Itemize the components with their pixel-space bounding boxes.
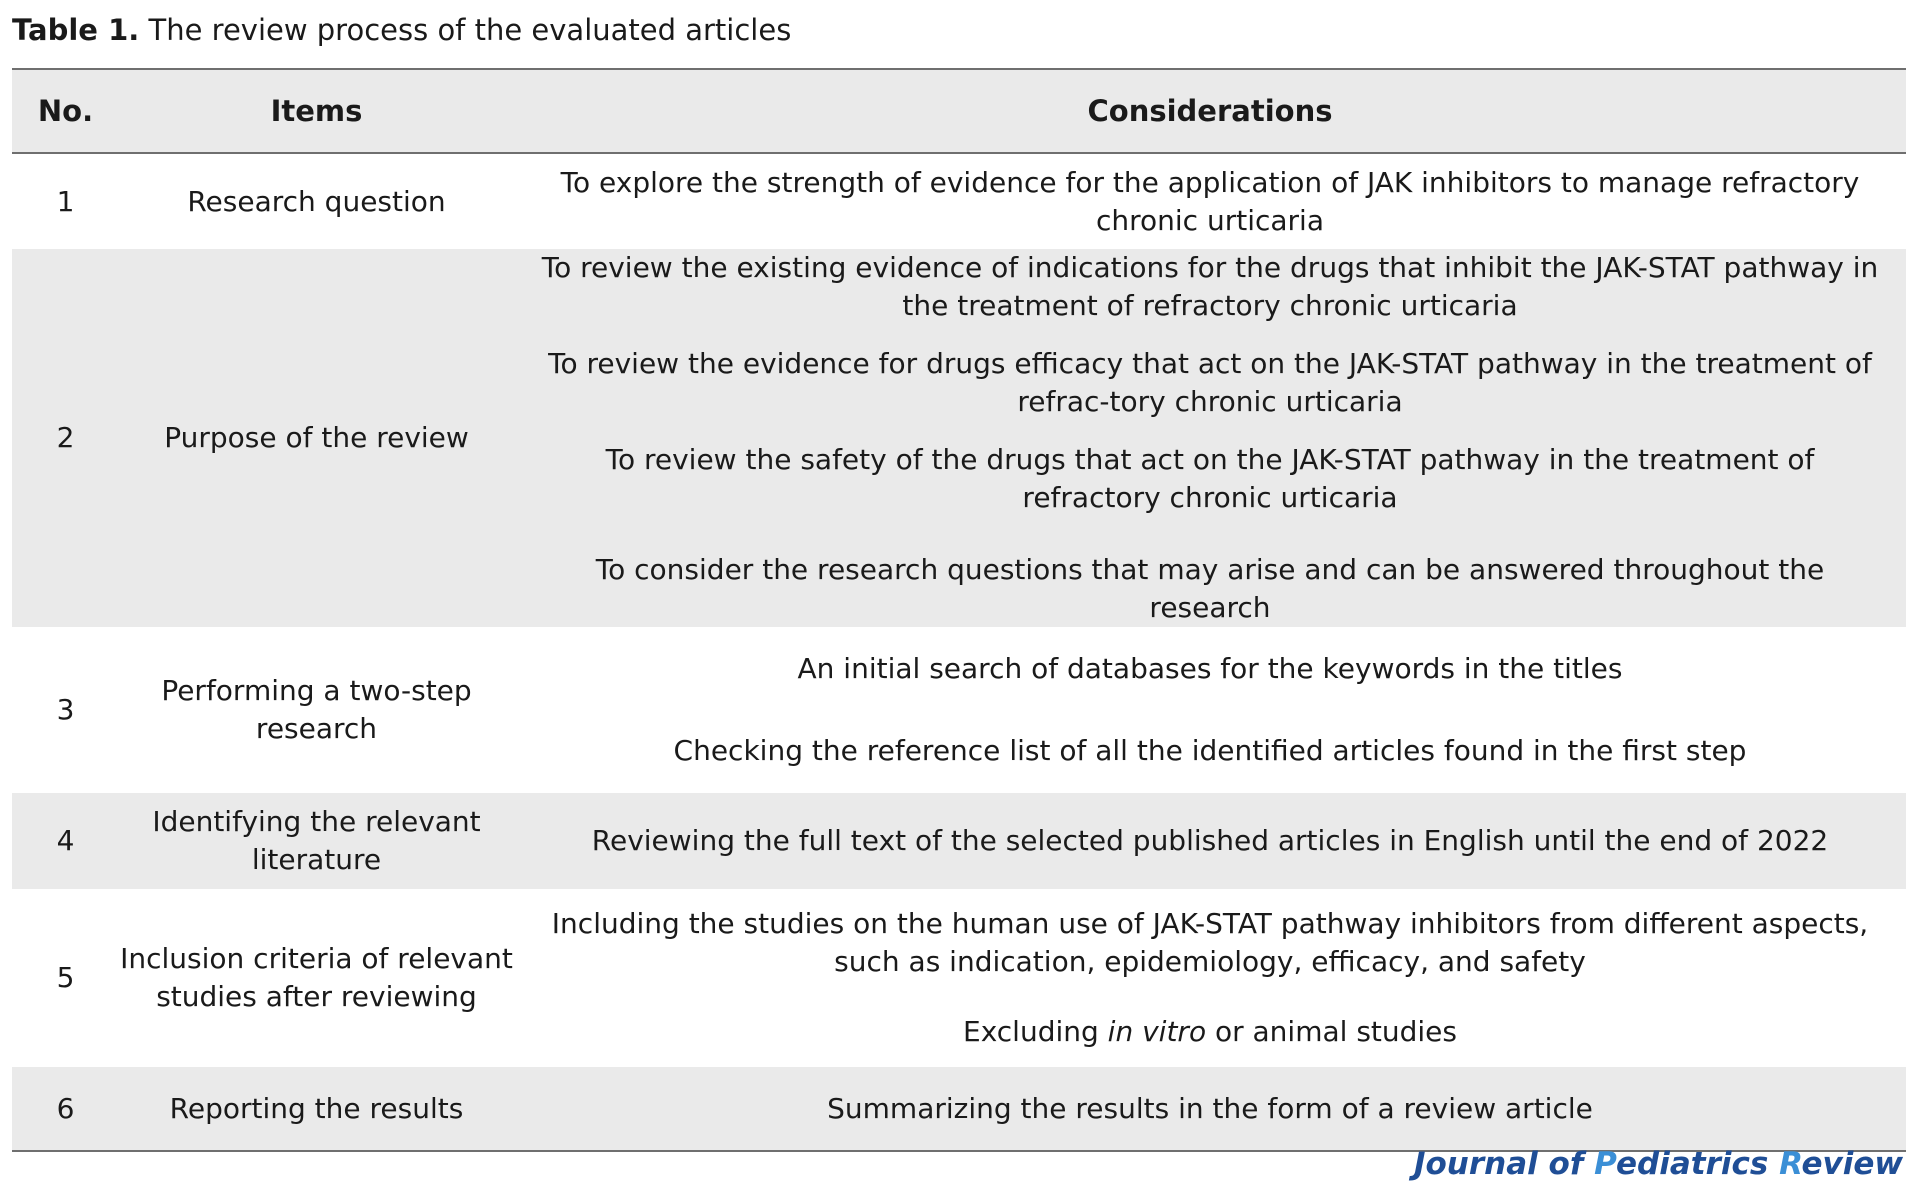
caption-text: The review process of the evaluated articles bbox=[139, 13, 792, 47]
table-row bbox=[12, 1067, 1906, 1151]
table-row bbox=[12, 793, 1906, 889]
row-considerations bbox=[514, 793, 1906, 889]
journal-part: R bbox=[1779, 1146, 1802, 1182]
journal-part: J bbox=[1413, 1146, 1426, 1182]
consideration: Reviewing the full text of the selected published articles in English until the end of 2022 bbox=[591, 824, 1829, 857]
consideration: To review the safety of the drugs that act on the JAK-STAT pathway in the treatment of refractory chronic urticaria bbox=[605, 443, 1815, 514]
row-considerations bbox=[514, 153, 1906, 249]
row-item: Identifying the relevant literature bbox=[119, 793, 514, 889]
row-considerations bbox=[514, 627, 1906, 793]
table-row bbox=[12, 627, 1906, 793]
row-item: Research question bbox=[187, 184, 446, 218]
journal-part: ournal of bbox=[1425, 1146, 1595, 1182]
caption-label: Table 1. bbox=[12, 13, 140, 47]
row-number: 1 bbox=[56, 184, 75, 218]
consideration: To explore the strength of evidence for the application of JAK inhibitors to manage refractory chronic urticaria bbox=[560, 165, 1860, 237]
row-item: Reporting the results bbox=[119, 1067, 514, 1151]
consideration: Checking the reference list of all the identified articles found in the first step bbox=[673, 734, 1747, 767]
row-number: 4 bbox=[12, 793, 119, 889]
exclusion-pre: Excluding bbox=[963, 1015, 1108, 1048]
row-number: 6 bbox=[12, 1067, 119, 1151]
exclusion-post: or animal studies bbox=[1206, 1015, 1457, 1048]
consideration: Including the studies on the human use of JAK-STAT pathway inhibitors from different aspects, such as indication, epidemiology, efficacy, and safety bbox=[551, 907, 1869, 978]
header-items: Items bbox=[119, 69, 514, 153]
table-caption bbox=[12, 8, 791, 52]
journal-part: eview bbox=[1801, 1146, 1903, 1182]
consideration: To review the existing evidence of indications for the drugs that inhibit the JAK-STAT pathway in the treatment of refractory chronic urticaria bbox=[541, 251, 1879, 322]
consideration: To consider the research questions that may arise and can be answered throughout the research bbox=[595, 553, 1825, 624]
row-item: Purpose of the review bbox=[119, 249, 514, 627]
row-number: 5 bbox=[56, 961, 75, 994]
row-number: 2 bbox=[12, 249, 119, 627]
consideration: Summarizing the results in the form of a review article bbox=[827, 1091, 1593, 1125]
row-item: Inclusion criteria of relevant studies after reviewing bbox=[120, 942, 513, 1013]
table-row bbox=[12, 249, 1906, 627]
exclusion-consideration bbox=[540, 1013, 1880, 1051]
row-considerations bbox=[514, 249, 1906, 627]
journal-name bbox=[1414, 1146, 1903, 1182]
exclusion-italic: in vitro bbox=[1107, 1015, 1207, 1048]
journal-part: P bbox=[1594, 1146, 1617, 1182]
journal-part: ediatrics bbox=[1616, 1146, 1780, 1182]
row-item: Performing a two-step research bbox=[161, 674, 472, 745]
consideration: To review the evidence for drugs efficacy that act on the JAK-STAT pathway in the treatment of refrac-tory chronic urticaria bbox=[548, 347, 1872, 418]
table-row bbox=[12, 153, 1906, 249]
row-considerations bbox=[514, 889, 1906, 1067]
table-row bbox=[12, 889, 1906, 1067]
row-considerations bbox=[514, 1067, 1906, 1151]
consideration: An initial search of databases for the keywords in the titles bbox=[797, 652, 1623, 685]
review-process-table bbox=[12, 68, 1906, 1152]
row-number: 3 bbox=[56, 693, 75, 726]
header-no: No. bbox=[12, 69, 119, 153]
header-considerations: Considerations bbox=[514, 69, 1906, 153]
table-header-row bbox=[12, 69, 1906, 153]
